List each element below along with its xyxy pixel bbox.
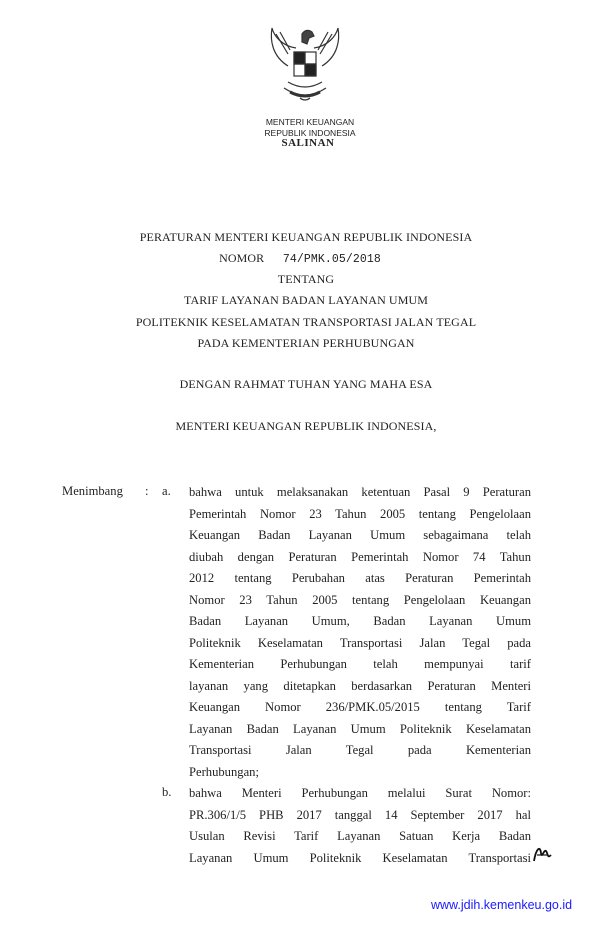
- body-line: Keuangan Badan Layanan Umum sebagaimana telah: [189, 528, 531, 542]
- body-line: Layanan Badan Layanan Umum Politeknik Keselamatan: [189, 721, 531, 736]
- body-line: PR.306/1/5 PHB 2017 tanggal 14 September 2017 hal: [189, 807, 531, 822]
- nomor-label: NOMOR: [219, 251, 265, 265]
- body-line: layanan yang ditetapkan berdasarkan Peraturan Menteri: [189, 678, 531, 693]
- body-line: bahwa untuk melaksanakan ketentuan Pasal 9 Peraturan: [189, 485, 531, 499]
- body-line: Nomor 23 Tahun 2005 tentang Pengelolaan Keuangan: [189, 592, 531, 607]
- body-line: diubah dengan Peraturan Pemerintah Nomor 74 Tahun: [189, 549, 531, 564]
- body-line: Badan Layanan Umum, Badan Layanan Umum: [189, 614, 531, 628]
- body-line: Perhubungan;: [189, 764, 259, 779]
- paraf-initial-icon: [532, 843, 554, 863]
- body-line: Keuangan Nomor 236/PMK.05/2015 tentang Tarif: [189, 700, 531, 714]
- tentang-label: TENTANG: [277, 272, 335, 286]
- body-line: Transportasi Jalan Tegal pada Kementerian: [189, 743, 531, 757]
- body-line: 2012 tentang Perubahan atas Peraturan Pemerintah: [189, 571, 531, 585]
- item-marker-b: b.: [162, 785, 172, 799]
- letterhead-line2: REPUBLIK INDONESIA: [264, 128, 356, 138]
- body-line: Politeknik Keselamatan Transportasi Jalan Tegal pada: [189, 635, 531, 650]
- garuda-emblem-icon: [266, 26, 344, 110]
- body-line: Usulan Revisi Tarif Layanan Satuan Kerja Badan: [189, 829, 531, 843]
- regulation-title: PERATURAN MENTERI KEUANGAN REPUBLIK INDONESIA: [139, 230, 473, 244]
- invocation: DENGAN RAHMAT TUHAN YANG MAHA ESA: [179, 377, 433, 391]
- authority: MENTERI KEUANGAN REPUBLIK INDONESIA,: [175, 419, 437, 433]
- body-line: Kementerian Perhubungan telah mempunyai tarif: [189, 657, 531, 671]
- item-marker-a: a.: [162, 484, 171, 498]
- regulation-number: [0, 251, 606, 266]
- body-line: Pemerintah Nomor 23 Tahun 2005 tentang Pengelolaan: [189, 506, 531, 521]
- nomor-value: 74/PMK.05/2018: [282, 253, 381, 266]
- menimbang-colon: :: [145, 484, 149, 498]
- salinan-stamp: SALINAN: [281, 137, 335, 149]
- subject-line: PADA KEMENTERIAN PERHUBUNGAN: [197, 336, 415, 350]
- body-line: bahwa Menteri Perhubungan melalui Surat Nomor:: [189, 786, 531, 800]
- subject-line: TARIF LAYANAN BADAN LAYANAN UMUM: [183, 293, 429, 307]
- menimbang-label: Menimbang: [62, 484, 123, 498]
- subject-line: POLITEKNIK KESELAMATAN TRANSPORTASI JALAN TEGAL: [135, 315, 477, 329]
- jdih-link[interactable]: www.jdih.kemenkeu.go.id: [431, 898, 573, 912]
- body-line: Layanan Umum Politeknik Keselamatan Transportasi: [189, 850, 531, 865]
- letterhead-line1: MENTERI KEUANGAN: [265, 117, 355, 127]
